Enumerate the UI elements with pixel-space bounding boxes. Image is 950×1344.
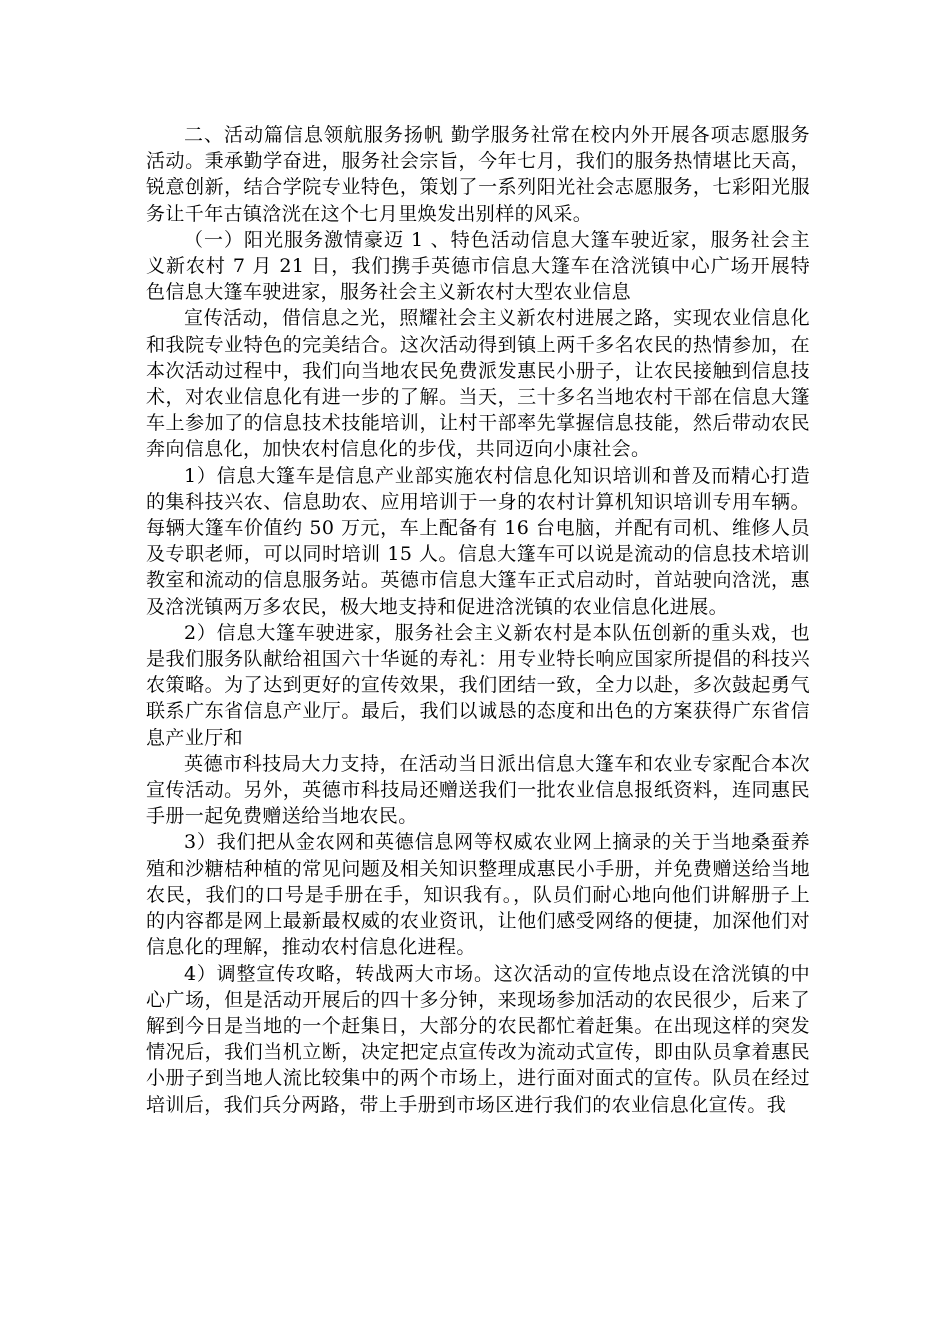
paragraph-sunshine-service-intro: （一）阳光服务激情豪迈 1 、特色活动信息大篷车驶近家，服务社会主义新农村 7 月 21 日，我们携手英德市信息大篷车在浛洸镇中心广场开展特色信息大篷车驶进家，服务社会主义新农村大型农业信息 xyxy=(146,228,810,304)
document-body xyxy=(146,122,810,1118)
paragraph-item-3-handbook: 3）我们把从金农网和英德信息网等权威农业网上摘录的关于当地桑蚕养殖和沙糖桔种植的常见问题及相关知识整理成惠民小手册，并免费赠送给当地农民，我们的口号是手册在手，知识我有。，队员们耐心地向他们讲解册子上的内容都是网上最新最权威的农业资讯，让他们感受网络的便捷，加深他们对信息化的理解，推动农村信息化进程。 xyxy=(146,831,810,959)
paragraph-item-4-markets: 4）调整宣传攻略，转战两大市场。这次活动的宣传地点设在浛洸镇的中心广场，但是活动开展后的四十多分钟，来现场参加活动的农民很少，后来了解到今日是当地的一个赶集日，大部分的农民都忙着赶集。在出现这样的突发情况后，我们当机立断，决定把定点宣传改为流动式宣传，即由队员拿着惠民小册子到当地人流比较集中的两个市场上，进行面对面式的宣传。队员在经过培训后，我们兵分两路，带上手册到市场区进行我们的农业信息化宣传。我 xyxy=(146,962,810,1116)
paragraph-item-1-info-caravan: 1）信息大篷车是信息产业部实施农村信息化知识培训和普及而精心打造的集科技兴农、信息助农、应用培训于一身的农村计算机知识培训专用车辆。每辆大篷车价值约 50 万元，车上配备有 16 台电脑，并配有司机、维修人员及专职老师，可以同时培训 15 人。信息大篷车可以说是流动的信息技术培训教室和流动的信息服务站。英德市信息大篷车正式启动时，首站驶向浛洸，惠及浛洸镇两万多农民，极大地支持和促进浛洸镇的农业信息化进展。 xyxy=(146,464,810,618)
paragraph-promotion-activity: 宣传活动，借信息之光，照耀社会主义新农村进展之路，实现农业信息化和我院专业特色的完美结合。这次活动得到镇上两千多名农民的热情参加，在本次活动过程中，我们向当地农民免费派发惠民小册子，让农民接触到信息技术，对农业信息化有进一步的了解。当天，三十多名当地农村干部在信息大篷车上参加了的信息技术技能培训，让村干部率先掌握信息技能，然后带动农民奔向信息化，加快农村信息化的步伐，共同迈向小康社会。 xyxy=(146,307,810,461)
paragraph-tech-bureau-support: 英德市科技局大力支持，在活动当日派出信息大篷车和农业专家配合本次宣传活动。另外，英德市科技局还赠送我们一批农业信息报纸资料，连同惠民手册一起免费赠送给当地农民。 xyxy=(146,752,810,828)
paragraph-item-2-caravan-innovation: 2）信息大篷车驶进家，服务社会主义新农村是本队伍创新的重头戏，也是我们服务队献给祖国六十华诞的寿礼：用专业特长响应国家所提倡的科技兴农策略。为了达到更好的宣传效果，我们团结一致，全力以赴，多次鼓起勇气联系广东省信息产业厅。最后，我们以诚恳的态度和出色的方案获得广东省信息产业厅和 xyxy=(146,621,810,749)
paragraph-activity-overview: 二、活动篇信息领航服务扬帆 勤学服务社常在校内外开展各项志愿服务活动。秉承勤学奋进，服务社会宗旨，今年七月，我们的服务热情堪比天高，锐意创新，结合学院专业特色，策划了一系列阳光社会志愿服务，七彩阳光服务让千年古镇浛洸在这个七月里焕发出别样的风采。 xyxy=(146,124,810,225)
